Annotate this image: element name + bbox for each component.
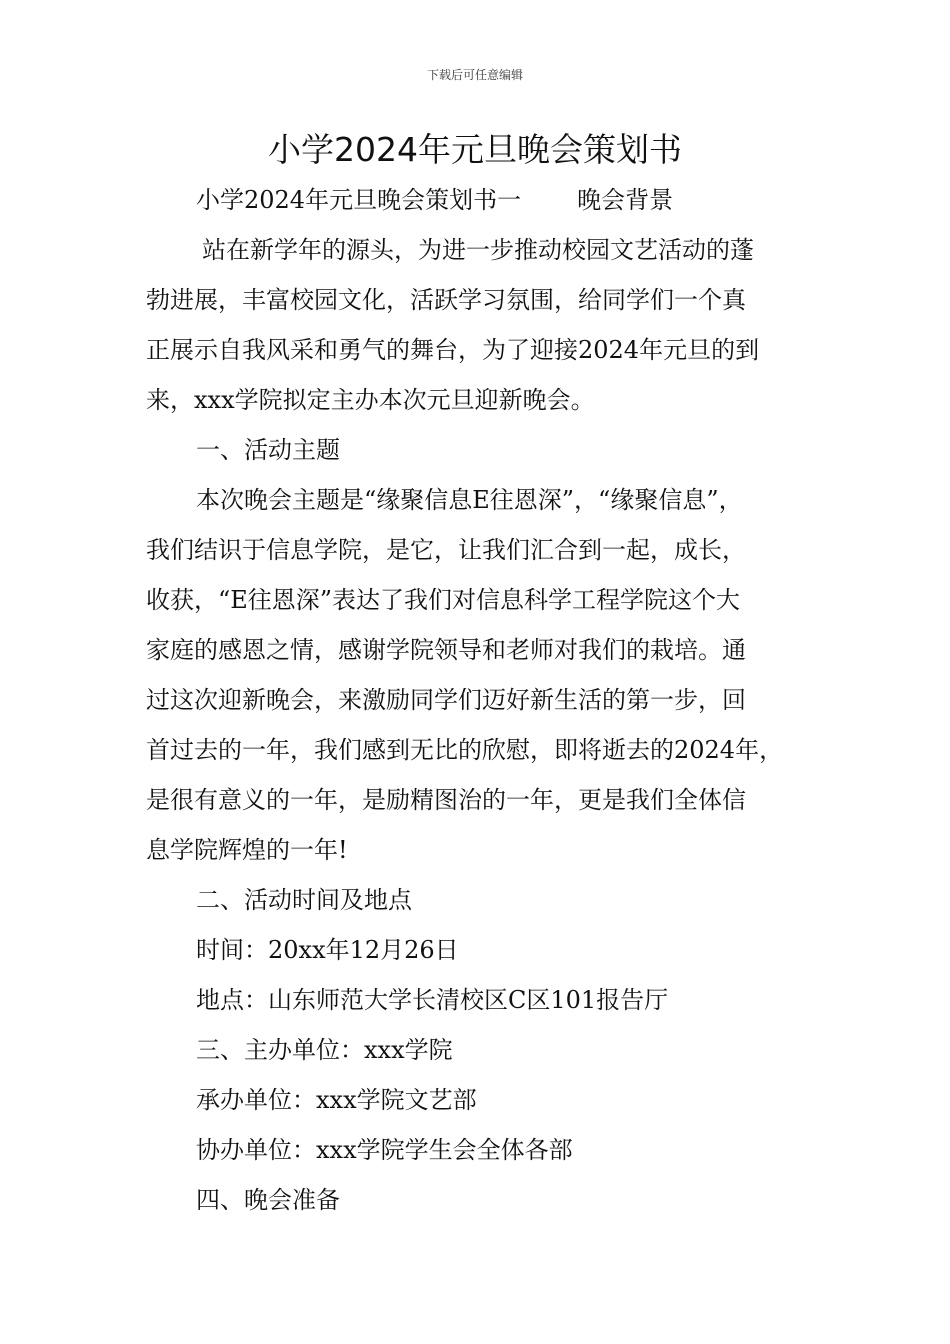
background-line-2: 勃进展，丰富校园文化，活跃学习氛围，给同学们一个真	[146, 286, 746, 314]
theme-line-1: 本次晚会主题是“缘聚信息E往恩深”，“缘聚信息”，	[196, 486, 743, 514]
subtitle-line	[146, 175, 826, 225]
coorganizer-line: 协办单位：xxx学院学生会全体各部	[196, 1136, 573, 1164]
theme-line-6: 首过去的一年，我们感到无比的欣慰，即将逝去的2024年，	[146, 736, 784, 764]
document-body	[146, 175, 826, 1225]
background-line-4: 来，xxx学院拟定主办本次元旦迎新晚会。	[146, 386, 595, 414]
section-heading-preparation: 四、晚会准备	[196, 1186, 340, 1214]
subtitle-left: 小学2024年元旦晚会策划书一	[196, 186, 522, 214]
background-line-1: 站在新学年的源头，为进一步推动校园文艺活动的蓬	[202, 236, 754, 264]
theme-line-2: 我们结识于信息学院，是它，让我们汇合到一起，成长，	[146, 536, 746, 564]
section-heading-host: 三、主办单位：xxx学院	[196, 1036, 453, 1064]
section-heading-time-place: 二、活动时间及地点	[196, 886, 412, 914]
theme-line-5: 过这次迎新晚会，来激励同学们迈好新生活的第一步，回	[146, 686, 746, 714]
subtitle-right: 晚会背景	[577, 186, 674, 214]
theme-line-4: 家庭的感恩之情，感谢学院领导和老师对我们的栽培。通	[146, 636, 746, 664]
document-title: 小学2024年元旦晚会策划书	[268, 130, 682, 169]
time-line: 时间：20xx年12月26日	[196, 936, 459, 964]
header-note: 下载后可任意编辑	[426, 68, 523, 82]
theme-line-7: 是很有意义的一年，是励精图治的一年，更是我们全体信	[146, 786, 746, 814]
place-line: 地点：山东师范大学长清校区C区101报告厅	[196, 986, 669, 1014]
section-heading-theme: 一、活动主题	[196, 436, 340, 464]
theme-line-8: 息学院辉煌的一年!	[146, 836, 348, 864]
background-line-3: 正展示自我风采和勇气的舞台，为了迎接2024年元旦的到	[146, 336, 760, 364]
theme-line-3: 收获，“E往恩深”表达了我们对信息科学工程学院这个大	[146, 586, 741, 614]
organizer-line: 承办单位：xxx学院文艺部	[196, 1086, 477, 1114]
